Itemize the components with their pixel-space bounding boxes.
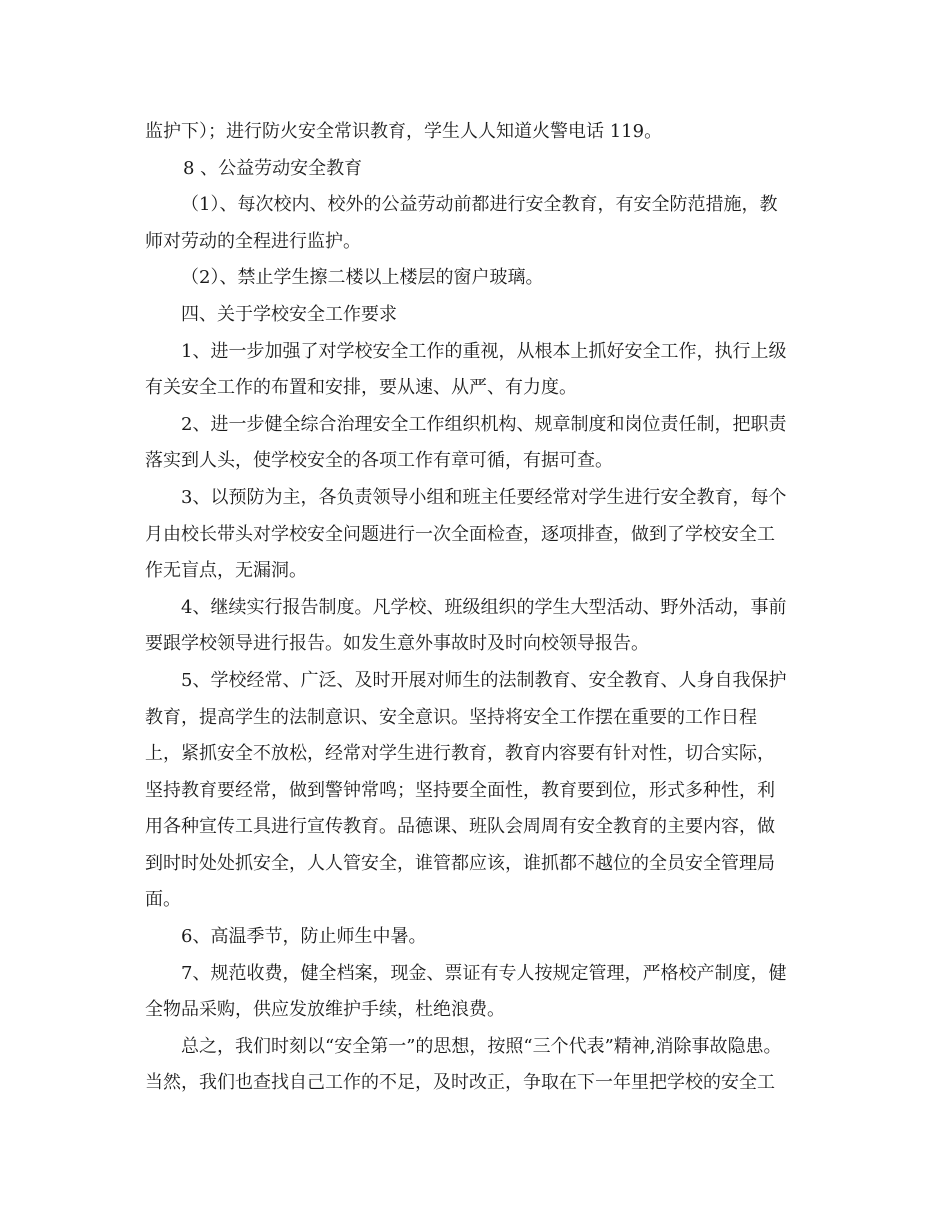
- paragraph-line: 坚持教育要经常，做到警钟常鸣；坚持要全面性，教育要到位，形式多种性，利: [145, 779, 775, 801]
- paragraph-line: 2、进一步健全综合治理安全工作组织机构、规章制度和岗位责任制，把职责: [181, 413, 787, 435]
- paragraph-line: 5、学校经常、广泛、及时开展对师生的法制教育、安全教育、人身自我保护: [181, 669, 787, 691]
- paragraph-line: 有关安全工作的布置和安排，要从速、从严、有力度。: [145, 377, 577, 399]
- paragraph-line: 上，紧抓安全不放松，经常对学生进行教育，教育内容要有针对性，切合实际，: [145, 743, 775, 765]
- section-heading: 8 、公益劳动安全教育: [183, 157, 363, 179]
- paragraph-line: 作无盲点，无漏洞。: [145, 560, 307, 582]
- paragraph-line: 到时时处处抓安全，人人管安全，谁管都应该，谁抓都不越位的全员安全管理局: [145, 852, 775, 874]
- paragraph-line: 月由校长带头对学校安全问题进行一次全面检查，逐项排查，做到了学校安全工: [145, 523, 775, 545]
- paragraph-line: 当然，我们也查找自己工作的不足，及时改正，争取在下一年里把学校的安全工: [145, 1072, 775, 1094]
- paragraph-line: 4、继续实行报告制度。凡学校、班级组织的学生大型活动、野外活动，事前: [181, 596, 787, 618]
- paragraph-line: 7、规范收费，健全档案，现金、票证有专人按规定管理，严格校产制度，健: [181, 962, 787, 984]
- paragraph-line: 师对劳动的全程进行监护。: [145, 230, 361, 252]
- paragraph-line: 3、以预防为主，各负责领导小组和班主任要经常对学生进行安全教育，每个: [181, 486, 787, 508]
- paragraph-line: （2）、禁止学生擦二楼以上楼层的窗户玻璃。: [181, 267, 544, 289]
- paragraph-line: 全物品采购，供应发放维护手续，杜绝浪费。: [145, 999, 505, 1021]
- paragraph-line: 要跟学校领导进行报告。如发生意外事故时及时向校领导报告。: [145, 633, 649, 655]
- paragraph-line: 监护下）；进行防火安全常识教育，学生人人知道火警电话 119。: [145, 121, 663, 142]
- paragraph-line: 总之，我们时刻以“安全第一”的思想，按照“三个代表”精神,消除事故隐患。: [181, 1035, 782, 1057]
- paragraph-line: 教育，提高学生的法制意识、安全意识。坚持将安全工作摆在重要的工作日程: [145, 706, 757, 728]
- section-heading: 四、关于学校安全工作要求: [181, 303, 397, 325]
- paragraph-line: 6、高温季节，防止师生中暑。: [181, 926, 427, 948]
- paragraph-line: 用各种宣传工具进行宣传教育。品德课、班队会周周有安全教育的主要内容，做: [145, 816, 775, 838]
- paragraph-line: 落实到人头，使学校安全的各项工作有章可循，有据可查。: [145, 450, 613, 472]
- paragraph-line: 面。: [145, 889, 181, 911]
- paragraph-line: 1、进一步加强了对学校安全工作的重视，从根本上抓好安全工作，执行上级: [181, 340, 787, 362]
- document-body: [145, 114, 810, 1102]
- paragraph-line: （1）、每次校内、校外的公益劳动前都进行安全教育，有安全防范措施，教: [181, 194, 778, 216]
